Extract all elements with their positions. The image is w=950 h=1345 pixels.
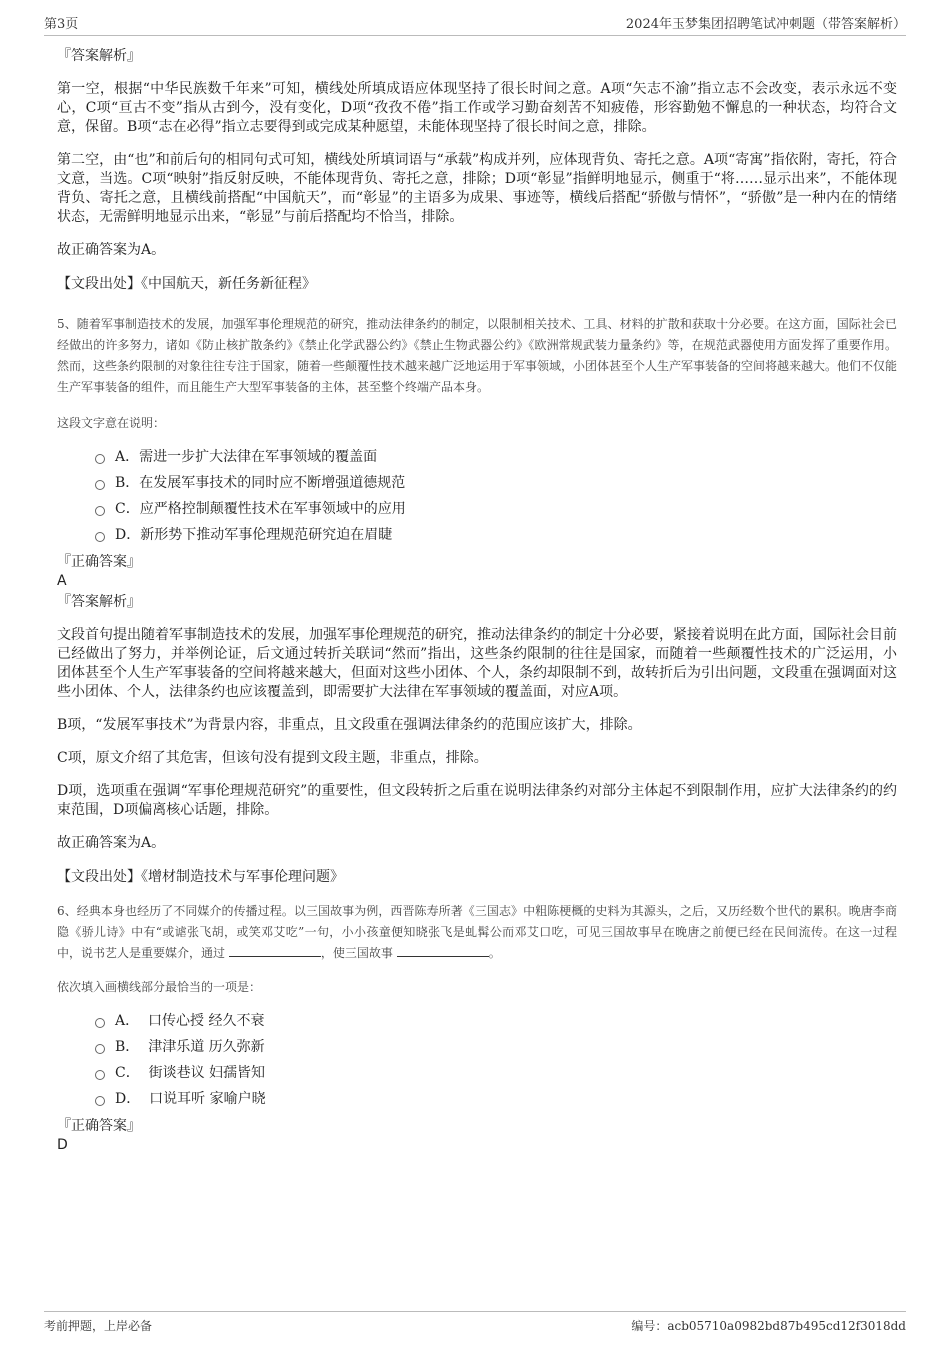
question-5-options <box>95 444 897 548</box>
q6-option-a[interactable] <box>95 1008 897 1034</box>
radio-icon[interactable] <box>95 480 105 490</box>
radio-icon[interactable] <box>95 454 105 464</box>
analysis-4-para-2: 第二空，由“也”和前后句的相同句式可知，横线处所填词语与“承载”构成并列，应体现背负、寄托之意。A项“寄寓”指依附，寄托，符合文意，当选。C项“映射”指反射反映，不能体现背负、寄托之意，排除；D项“彰显”指鲜明地显示，侧重于“将……显示出来”，不能体现背负、寄托之意，且横线前搭配“中国航天”，而“彰显”的主语多为成果、事迹等，横线后搭配“骄傲与情怀”，“骄傲”是一种内在的情绪状态，无需鲜明地显示出来，“彰显”与前后搭配均不恰当，排除。 <box>57 152 897 225</box>
q5-option-a[interactable] <box>95 444 897 470</box>
q5-option-a-label: A．需进一步扩大法律在军事领域的覆盖面 <box>115 449 378 465</box>
q5-option-d-label: D．新形势下推动军事伦理规范研究迫在眉睫 <box>115 527 393 543</box>
answer-6: D <box>57 1137 68 1153</box>
q6-option-d[interactable] <box>95 1086 897 1112</box>
document-id: 编号：acb05710a0982bd87b495cd12f3018dd <box>631 1319 906 1333</box>
analysis-5-para-1: 文段首句提出随着军事制造技术的发展，加强军事伦理规范的研究，推动法律条约的制定十分必要，紧接着说明在此方面，国际社会目前已经做出了努力，并举例论证，后文通过转折关联词“然而”指出，这些条约限制的往往是国家，而随着一些颠覆性技术的广泛运用，小团体甚至个人生产军事装备的空间将越来越大，但面对这些小团体、个人，条约却限制不到，故转折后为引出问题，文段重在强调面对这些小团体、个人，法律条约也应该覆盖到，即需要扩大法律在军事领域的覆盖面，对应A项。 <box>57 627 897 700</box>
page-number: 第3页 <box>44 17 79 32</box>
q6-option-a-label: A． 口传心授 经久不衰 <box>115 1013 265 1029</box>
question-5-prompt: 这段文字意在说明： <box>57 416 166 430</box>
footer-slogan: 考前押题，上岸必备 <box>44 1319 153 1333</box>
analysis-4-conclusion: 故正确答案为A。 <box>57 242 166 258</box>
q5-option-c-label: C．应严格控制颠覆性技术在军事领域中的应用 <box>115 501 406 517</box>
question-6-text <box>57 901 897 964</box>
radio-icon[interactable] <box>95 1070 105 1080</box>
document-title: 2024年玉梦集团招聘笔试冲刺题（带答案解析） <box>625 17 906 32</box>
question-6-options <box>95 1008 897 1112</box>
radio-icon[interactable] <box>95 506 105 516</box>
fill-blank-1[interactable] <box>229 944 321 957</box>
q6-option-c[interactable] <box>95 1060 897 1086</box>
q5-option-b[interactable] <box>95 470 897 496</box>
q5-option-c[interactable] <box>95 496 897 522</box>
analysis-4-para-1: 第一空，根据“中华民族数千年来”可知，横线处所填成语应体现坚持了很长时间之意。A项“矢志不渝”指立志不会改变，表示永远不变心，C项“亘古不变”指从古到今，没有变化，D项“孜孜不倦”指工作或学习勤奋刻苦不知疲倦，形容勤勉不懈息的一种状态，均符合文意，保留。B项“志在必得”指立志要得到或完成某种愿望，未能体现坚持了很长时间之意，排除。 <box>57 81 897 135</box>
page-footer <box>44 1311 906 1334</box>
question-6-text-part-3: 。 <box>488 946 501 960</box>
analysis-5-conclusion: 故正确答案为A。 <box>57 835 166 851</box>
q6-option-c-label: C． 街谈巷议 妇孺皆知 <box>115 1065 266 1081</box>
q6-option-b-label: B． 津津乐道 历久弥新 <box>115 1039 265 1055</box>
fill-blank-2[interactable] <box>397 944 489 957</box>
question-6-text-part-2: ，使三国故事 <box>320 946 393 960</box>
analysis-5-para-4: D项，选项重在强调“军事伦理规范研究”的重要性，但文段转折之后重在说明法律条约对部分主体起不到限制作用，应扩大法律条约的约束范围，D项偏离核心话题，排除。 <box>57 783 897 818</box>
answer-label-5: 『正确答案』 <box>57 554 141 570</box>
q6-option-d-label: D． 口说耳听 家喻户晓 <box>115 1091 266 1107</box>
page-content <box>57 46 897 1154</box>
answer-5: A <box>57 573 67 589</box>
radio-icon[interactable] <box>95 532 105 542</box>
analysis-label-4: 『答案解析』 <box>57 48 141 64</box>
page-header <box>44 12 906 36</box>
analysis-5-para-3: C项，原文介绍了其危害，但该句没有提到文段主题，非重点，排除。 <box>57 750 488 766</box>
question-5-text: 5、随着军事制造技术的发展，加强军事伦理规范的研究，推动法律条约的制定，以限制相关技术、工具、材料的扩散和获取十分必要。在这方面，国际社会已经做出的许多努力，诸如《防止核扩散条约》《禁止化学武器公约》《禁止生物武器公约》《欧洲常规武装力量条约》等，在规范武器使用方面发挥了重要作用。然而，这些条约限制的对象往往专注于国家，随着一些颠覆性技术越来越广泛地运用于军事领域，小团体甚至个人生产军事装备的空间将越来越大。他们不仅能生产军事装备的组件，而且能生产大型军事装备的主体，甚至整个终端产品本身。 <box>57 317 898 394</box>
question-6-text-part-1: 6、经典本身也经历了不同媒介的传播过程。以三国故事为例，西晋陈寿所著《三国志》中粗陈梗概的史料为其源头，之后，又历经数个世代的累积。晚唐李商隐《骄儿诗》中有“或谑张飞胡，或笑邓艾吃”一句，小小孩童便知晓张飞是虬髯公而邓艾口吃，可见三国故事早在晚唐之前便已经在民间流传。在这一过程中，说书艺人是重要媒介，通过 <box>57 904 897 960</box>
analysis-5-para-2: B项，“发展军事技术”为背景内容，非重点，且文段重在强调法律条约的范围应该扩大，排除。 <box>57 717 642 733</box>
q5-option-b-label: B．在发展军事技术的同时应不断增强道德规范 <box>115 475 406 491</box>
q6-option-b[interactable] <box>95 1034 897 1060</box>
question-6-prompt: 依次填入画横线部分最恰当的一项是： <box>57 980 262 994</box>
radio-icon[interactable] <box>95 1018 105 1028</box>
radio-icon[interactable] <box>95 1044 105 1054</box>
radio-icon[interactable] <box>95 1096 105 1106</box>
source-4: 【文段出处】《中国航天，新任务新征程》 <box>57 276 316 292</box>
q5-option-d[interactable] <box>95 522 897 548</box>
answer-label-6: 『正确答案』 <box>57 1118 141 1134</box>
analysis-label-5: 『答案解析』 <box>57 594 141 610</box>
source-5: 【文段出处】《增材制造技术与军事伦理问题》 <box>57 869 344 885</box>
